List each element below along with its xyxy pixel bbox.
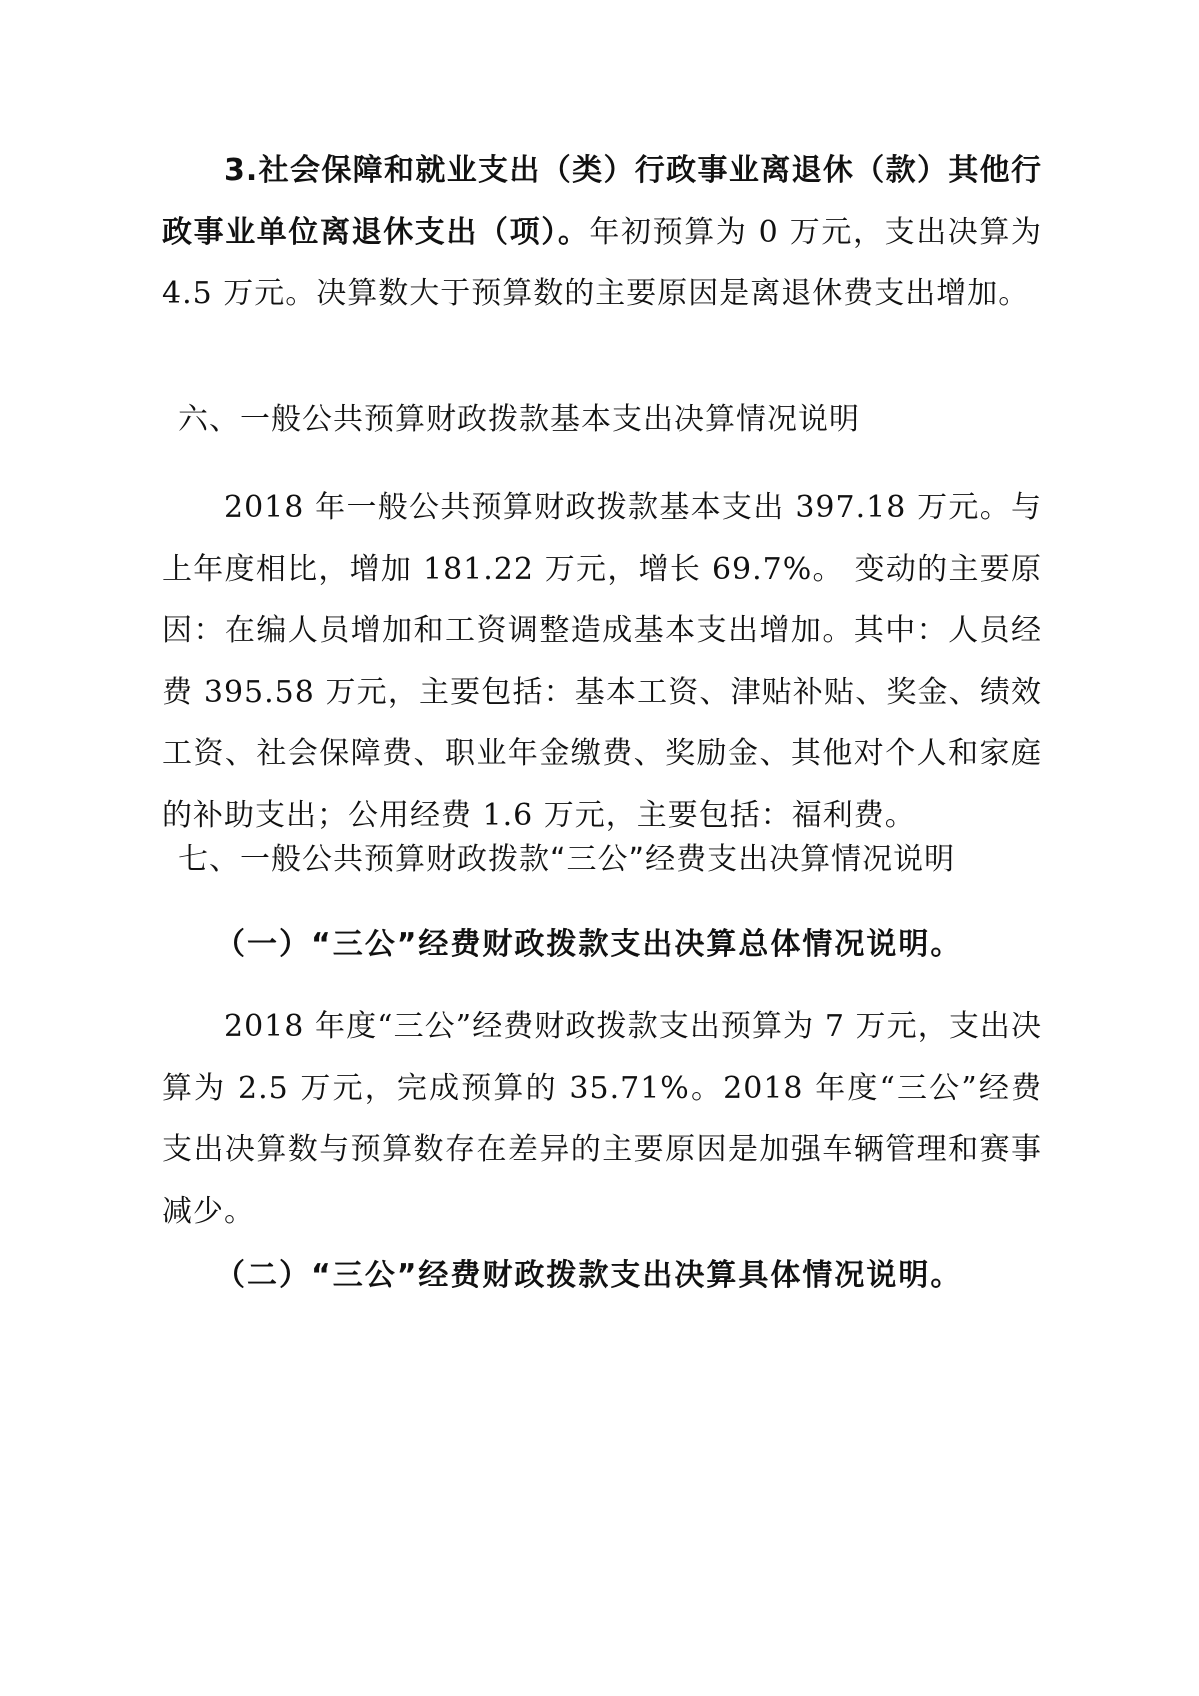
paragraph-item-3 (162, 140, 1042, 325)
section-6-heading: 六、一般公共预算财政拨款基本支出决算情况说明 (178, 402, 860, 437)
paragraph-item-3-text: 年初预算为 0 万元，支出决算为 4.5 万元。决算数大于预算数的主要原因是离退休费支出增加。 (162, 214, 1042, 311)
section-7-heading: 七、一般公共预算财政拨款“三公”经费支出决算情况说明 (178, 842, 956, 877)
paragraph-item-3-lead: 3.社会保障和就业支出（类）行政事业离退休（款）其他行政事业单位离退休支出（项）。 (162, 153, 1042, 250)
section-7-sub-1-heading: （一）“三公”经费财政拨款支出决算总体情况说明。 (215, 927, 963, 962)
section-6-paragraph-text: 2018 年一般公共预算财政拨款基本支出 397.18 万元。与上年度相比，增加 181.22 万元，增长 69.7%。 变动的主要原因：在编人员增加和工资调整造成基本支出增加。其中：人员经费 395.58 万元，主要包括：基本工资、津贴补贴、奖金、绩效工资、社会保障费、职业年金缴费、奖励金、其他对个人和家庭的补助支出；公用经费 1.6 万元，主要包括：福利费。 (162, 490, 1042, 833)
section-6-paragraph (162, 477, 1042, 846)
section-7-sub-2-heading: （二）“三公”经费财政拨款支出决算具体情况说明。 (215, 1258, 963, 1293)
section-7-sub-1-paragraph (162, 996, 1042, 1242)
section-7-sub-1-paragraph-text: 2018 年度“三公”经费财政拨款支出预算为 7 万元，支出决算为 2.5 万元，完成预算的 35.71%。2018 年度“三公”经费支出决算数与预算数存在差异的主要原因是加强车辆管理和赛事减少。 (162, 1009, 1042, 1229)
